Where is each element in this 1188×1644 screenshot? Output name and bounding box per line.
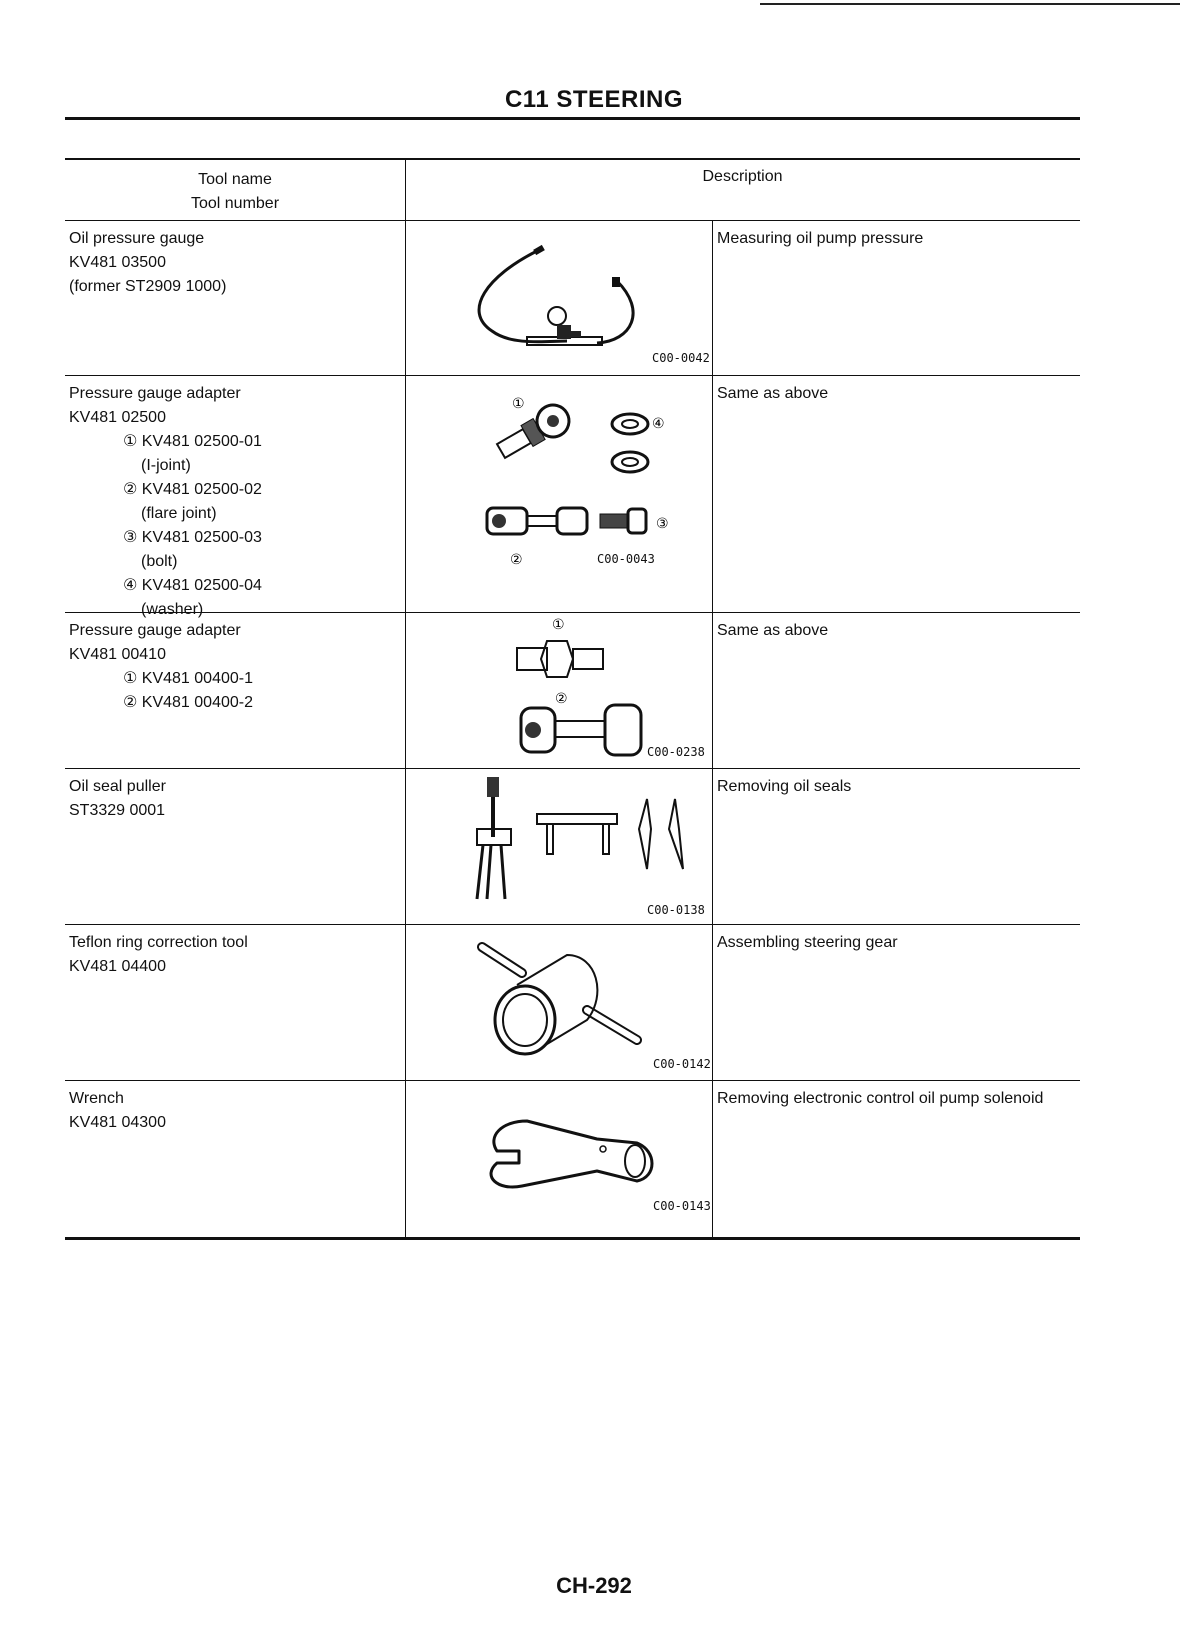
header-description: Description <box>702 168 783 185</box>
table-row <box>65 925 1080 1081</box>
column-divider <box>405 376 406 612</box>
tool-number: ST3329 0001 <box>69 802 166 819</box>
tool-name: Wrench <box>69 1090 124 1107</box>
figure-code: C00-0043 <box>597 552 655 566</box>
table-header <box>65 158 1080 221</box>
header-tool-name: Tool name <box>198 171 272 188</box>
tool-illustration <box>407 221 747 375</box>
column-divider <box>405 925 406 1080</box>
adapter-parts-illustration <box>407 376 747 612</box>
table-row <box>65 221 1080 376</box>
tool-number: KV481 03500 <box>69 254 166 271</box>
column-divider <box>405 613 406 768</box>
header-tool-number: Tool number <box>190 195 280 212</box>
header-tool-column <box>65 168 405 216</box>
column-divider <box>712 925 713 1080</box>
tool-name-cell <box>69 619 399 715</box>
tool-detail: (former ST2909 1000) <box>69 278 227 295</box>
figure-label: ④ <box>652 416 665 432</box>
oil-seal-puller-illustration <box>407 769 747 924</box>
tool-name-cell <box>69 227 399 299</box>
column-divider <box>405 1081 406 1237</box>
figure-label: ② <box>555 691 568 707</box>
tool-detail: ③ KV481 02500-03 <box>123 529 262 546</box>
column-divider <box>405 221 406 375</box>
tool-detail: ① KV481 00400-1 <box>123 670 253 687</box>
figure-label: ① <box>552 617 565 633</box>
figure-label: ② <box>510 552 523 568</box>
tool-name-cell <box>69 1087 399 1135</box>
tool-illustration <box>407 613 747 768</box>
tool-number: KV481 02500 <box>69 409 166 426</box>
tool-name: Oil pressure gauge <box>69 230 205 247</box>
tool-name-cell <box>69 775 399 823</box>
tool-illustration <box>407 1081 747 1237</box>
description: Assembling steering gear <box>717 934 898 951</box>
tool-detail: ② KV481 00400-2 <box>123 694 253 711</box>
column-divider <box>712 613 713 768</box>
page-number: CH-292 <box>556 1573 632 1598</box>
column-divider <box>712 221 713 375</box>
tool-detail: ① KV481 02500-01 <box>123 433 262 450</box>
tool-detail: (washer) <box>141 601 204 618</box>
tool-name-cell <box>69 382 399 622</box>
table-row <box>65 1081 1080 1237</box>
tool-illustration <box>407 925 747 1080</box>
tool-illustration <box>407 376 747 612</box>
description: Measuring oil pump pressure <box>717 230 924 247</box>
page-title: C11 STEERING <box>504 86 684 113</box>
figure-code: C00-0142 <box>653 1057 711 1071</box>
figure-code: C00-0042 <box>652 351 710 365</box>
tool-number: KV481 00410 <box>69 646 166 663</box>
tool-name: Pressure gauge adapter <box>69 385 241 402</box>
figure-label: ③ <box>656 516 669 532</box>
title-rule <box>65 117 1080 120</box>
figure-label: ① <box>512 396 525 412</box>
column-divider <box>712 1081 713 1237</box>
wrench-illustration <box>407 1081 747 1237</box>
figure-code: C00-0143 <box>653 1199 711 1213</box>
figure-code: C00-0138 <box>647 903 705 917</box>
description: Same as above <box>717 622 829 639</box>
table-row <box>65 769 1080 925</box>
column-divider <box>405 769 406 924</box>
top-edge-rule <box>760 3 1180 5</box>
special-tools-table <box>65 158 1080 1237</box>
tool-name: Pressure gauge adapter <box>69 622 241 639</box>
table-row <box>65 376 1080 618</box>
column-divider <box>712 376 713 612</box>
description: Same as above <box>717 385 829 402</box>
description: Removing electronic control oil pump solenoid <box>717 1090 1044 1107</box>
tool-detail: (bolt) <box>141 553 178 570</box>
column-divider <box>712 769 713 924</box>
tool-detail: (flare joint) <box>141 505 217 522</box>
tool-number: KV481 04400 <box>69 958 166 975</box>
tool-detail: (I-joint) <box>141 457 191 474</box>
tool-name: Teflon ring correction tool <box>69 934 248 951</box>
tool-detail: ② KV481 02500-02 <box>123 481 262 498</box>
tool-illustration <box>407 769 747 924</box>
tool-number: KV481 04300 <box>69 1114 166 1131</box>
tool-name-cell <box>69 931 399 979</box>
table-row <box>65 613 1080 769</box>
table-bottom-rule <box>65 1237 1080 1240</box>
tool-name: Oil seal puller <box>69 778 166 795</box>
figure-code: C00-0238 <box>647 745 705 759</box>
tool-detail: ④ KV481 02500-04 <box>123 577 262 594</box>
description: Removing oil seals <box>717 778 852 795</box>
